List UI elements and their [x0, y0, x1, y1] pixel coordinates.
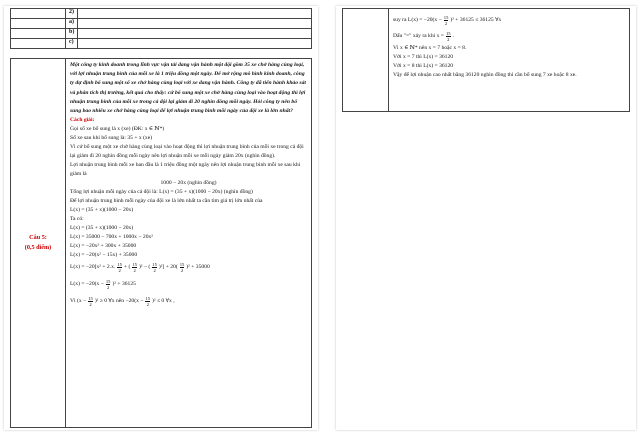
eq5-part-b: + (: [123, 263, 131, 270]
eq7-part-a: Vì (x −: [70, 297, 87, 304]
numerator: 15: [117, 261, 122, 267]
conclusion-line-5: Với x = 8 thì L(x) = 36120: [393, 63, 454, 69]
solution-step-6: Tổng lợi nhuận mỗi ngày của cả đội là: L(x) = (35 + x)(1000 − 20x) (nghìn đồng): [70, 189, 253, 196]
denominator: 2: [444, 20, 448, 26]
eq6-part-b: )² + 36125: [112, 280, 136, 287]
eq5-part-d: )²] + 20(: [158, 263, 178, 270]
equation-6: [70, 277, 307, 291]
r2-part-b: .: [452, 32, 454, 39]
numerator: 15: [445, 30, 451, 36]
conclusion-line-6: Vậy để lợi nhuận cao nhất bằng 36120 nghìn đồng thì cần bổ sung 7 xe hoặc 8 xe.: [393, 72, 577, 78]
solution-step-5: 1000 − 20x (nghìn đồng): [160, 180, 217, 187]
conclusion-line-3: Vì x ∈ ℕ* nên x = 7 hoặc x = 8.: [393, 45, 467, 51]
numerator: 15: [105, 278, 111, 284]
fraction: [88, 296, 93, 307]
question-number-cell: [11, 59, 66, 428]
solution-step-8: L(x) = (35 + x)(1000 − 20x): [70, 207, 134, 214]
eq7-part-c: )² ≤ 0 ∀x ,: [152, 297, 175, 304]
equation-4: L(x) = −20(x² − 15x) + 35000: [70, 252, 138, 259]
row-label-c: c): [66, 39, 78, 49]
equation-1: L(x) = (35 + x)(1000 − 20x): [70, 225, 134, 232]
conclusion-line-1: [393, 12, 625, 28]
question-content: [66, 59, 312, 428]
continuation-table: [342, 8, 630, 112]
eq5-part-c: )² − (: [138, 263, 151, 270]
eq6-part-a: L(x) = −20(x −: [70, 280, 104, 287]
denominator: 2: [118, 267, 121, 273]
solution-step-3: Vì cứ bổ sung một xe chở hàng cùng loại vào hoạt động thì lợi nhuận trung bình của mỗi xe trong cả đội lại giảm đi 20 nghìn đồng mỗi ngày nên lợi nhuận mỗi xe mỗi ngày giảm 20x (nghìn đồng).: [70, 144, 304, 160]
solution-title: Cách giải:: [70, 117, 95, 124]
denominator: 2: [146, 301, 149, 307]
continuation-content: [389, 9, 630, 112]
fraction: [106, 279, 111, 290]
row-label-2: 2): [66, 9, 78, 19]
denominator: 2: [107, 284, 110, 290]
question-5-table: [10, 58, 312, 428]
conclusion-line-4: Với x = 7 thì L(x) = 36120: [393, 54, 454, 60]
fraction: [132, 262, 137, 273]
fraction: [145, 296, 150, 307]
left-page: [4, 6, 318, 430]
eq5-part-a: L(x) = −20[x² + 2.x.: [70, 263, 116, 270]
solution-step-2: Số xe sau khi bổ sung là: 35 + x (xe): [70, 135, 153, 142]
solution-step-4: Lợi nhuận trung bình mỗi xe ban đầu là 1 triệu đồng một ngày nên lợi nhuận trung bình mỗi xe sau khi giảm là: [70, 162, 301, 178]
fraction: [152, 262, 157, 273]
solution-step-9: Ta có:: [70, 216, 84, 223]
denominator: 2: [180, 267, 184, 273]
equation-7: [70, 294, 307, 308]
fraction: [117, 262, 122, 273]
numerator: 15: [152, 261, 157, 267]
r1-part-b: )² + 36125 ≤ 36125 ∀x: [450, 16, 502, 23]
r2-part-a: Dấu "=" xảy ra khi x =: [393, 32, 444, 39]
row-label-a: a): [66, 19, 78, 29]
right-page: [336, 6, 636, 430]
denominator: 2: [153, 267, 156, 273]
fraction: [444, 15, 449, 26]
eq5-part-e: )² + 35000: [186, 263, 210, 270]
solution-step-7: Để lợi nhuận trung bình mỗi ngày của đội xe là lớn nhất ta cần tìm giá trị lớn nhất của: [70, 198, 263, 205]
question-points: (0,5 điểm): [24, 244, 52, 251]
row-label-b: b): [66, 29, 78, 39]
denominator: 2: [447, 36, 450, 42]
equation-3: L(x) = −20x² + 300x + 35000: [70, 243, 137, 250]
equation-5: [70, 260, 307, 274]
numerator: 15: [132, 261, 137, 267]
denominator: 2: [89, 301, 92, 307]
numerator: 15: [88, 295, 93, 301]
conclusion-line-2: [393, 28, 625, 44]
eq7-part-b: )² ≥ 0 ∀x nên −20(x −: [94, 297, 144, 304]
question-number: Câu 5:: [29, 234, 47, 241]
equation-2: L(x) = 35000 − 700x + 1000x − 20x²: [70, 234, 153, 241]
denominator: 2: [133, 267, 136, 273]
r1-part-a: suy ra L(x) = −20(x −: [393, 16, 442, 23]
numerator: 15: [179, 261, 185, 267]
solution-step-1: Gọi số xe bổ sung là x (xe) (ĐK: x ∈ ℕ*): [70, 126, 165, 133]
fraction: [446, 31, 451, 42]
numerator: 15: [145, 295, 151, 301]
numerator: 15: [443, 14, 449, 20]
answer-table-top: [10, 8, 312, 49]
fraction: [180, 262, 185, 273]
problem-statement: Một công ty kinh doanh trong lĩnh vực vận tải đang vận hành một đội gồm 35 xe chở hàng cùng loại, với lợi nhuận trung bình của mỗi xe là 1 triệu đồng một ngày. Để mở rộng mô hình kinh doanh, công ty dự định bổ sung một số xe chở hàng cùng loại với xe đang vận hành. Công ty đã tiến hành khảo sát và phân tích thị trường, kết quả cho thấy: cứ bổ sung một xe chở hàng cùng loại vào hoạt động thì lợi nhuận trung bình của mỗi xe trong cả đội lại giảm đi 20 nghìn đồng mỗi ngày. Hỏi công ty nên bổ sung bao nhiêu xe chở hàng cùng loại để lợi nhuận trung bình mỗi ngày của đội xe là lớn nhất?: [70, 62, 306, 115]
